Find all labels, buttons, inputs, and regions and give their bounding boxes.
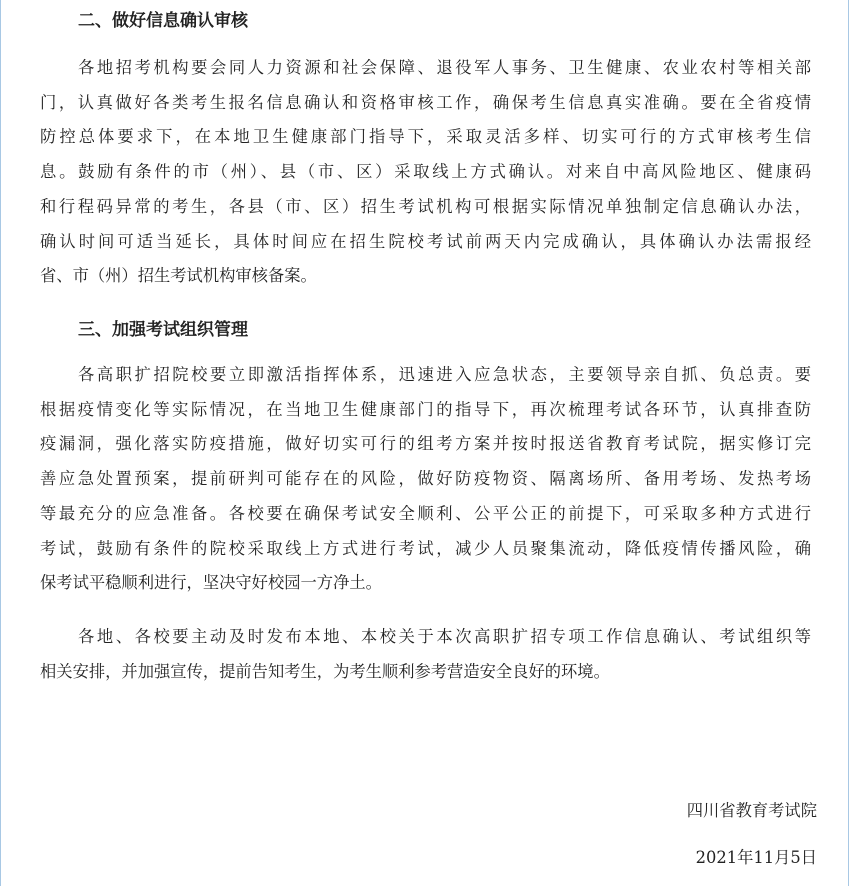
paragraph-line: 防控总体要求下，在本地卫生健康部门指导下，采取灵活多样、切实可行的方式审核考生信 — [40, 127, 811, 147]
paragraph-line: 和行程码异常的考生，各县（市、区）招生考试机构可根据实际情况单独制定信息确认办法， — [40, 196, 811, 216]
paragraph-line: 相关安排，并加强宣传，提前告知考生，为考生顺利参考营造安全良好的环境。 — [40, 661, 610, 681]
paragraph-line: 等最充分的应急准备。各校要在确保考试安全顺利、公平公正的前提下，可采取多种方式进行 — [40, 503, 811, 523]
paragraph-line: 疫漏洞，强化落实防疫措施，做好切实可行的组考方案并按时报送省教育考试院，据实修订完 — [40, 434, 811, 454]
paragraph-exam-management — [40, 358, 811, 601]
paragraph-line: 根据疫情变化等实际情况，在当地卫生健康部门的指导下，再次梳理考试各环节，认真排查防 — [40, 399, 811, 419]
paragraph-info-confirmation — [40, 51, 811, 294]
paragraph-line: 考试，鼓励有条件的院校采取线上方式进行考试，减少人员聚集流动，降低疫情传播风险，确 — [40, 538, 811, 558]
paragraph-closing — [40, 620, 811, 689]
section-heading-3: 三、加强考试组织管理 — [78, 320, 248, 340]
paragraph-line: 门，认真做好各类考生报名信息确认和资格审核工作，确保考生信息真实准确。要在全省疫情 — [40, 92, 811, 112]
signature-organization: 四川省教育考试院 — [686, 801, 817, 820]
section-heading-2: 二、做好信息确认审核 — [78, 11, 248, 31]
paragraph-line: 保考试平稳顺利进行，坚决守好校园一方净土。 — [40, 573, 382, 593]
signature-date: 2021年11月5日 — [695, 848, 817, 867]
paragraph-line: 善应急处置预案，提前研判可能存在的风险，做好防疫物资、隔离场所、备用考场、发热考场 — [40, 469, 811, 489]
paragraph-line: 各高职扩招院校要立即激活指挥体系，迅速进入应急状态，主要领导亲自抓、负总责。要 — [78, 365, 811, 384]
paragraph-line: 确认时间可适当延长，具体时间应在招生院校考试前两天内完成确认，具体确认办法需报经 — [40, 231, 811, 251]
paragraph-line: 省、市（州）招生考试机构审核备案。 — [40, 266, 317, 286]
paragraph-line: 各地、各校要主动及时发布本地、本校关于本次高职扩招专项工作信息确认、考试组织等 — [78, 627, 811, 646]
paragraph-line: 各地招考机构要会同人力资源和社会保障、退役军人事务、卫生健康、农业农村等相关部 — [78, 58, 811, 77]
paragraph-line: 息。鼓励有条件的市（州）、县（市、区）采取线上方式确认。对来自中高风险地区、健康码 — [40, 162, 811, 182]
